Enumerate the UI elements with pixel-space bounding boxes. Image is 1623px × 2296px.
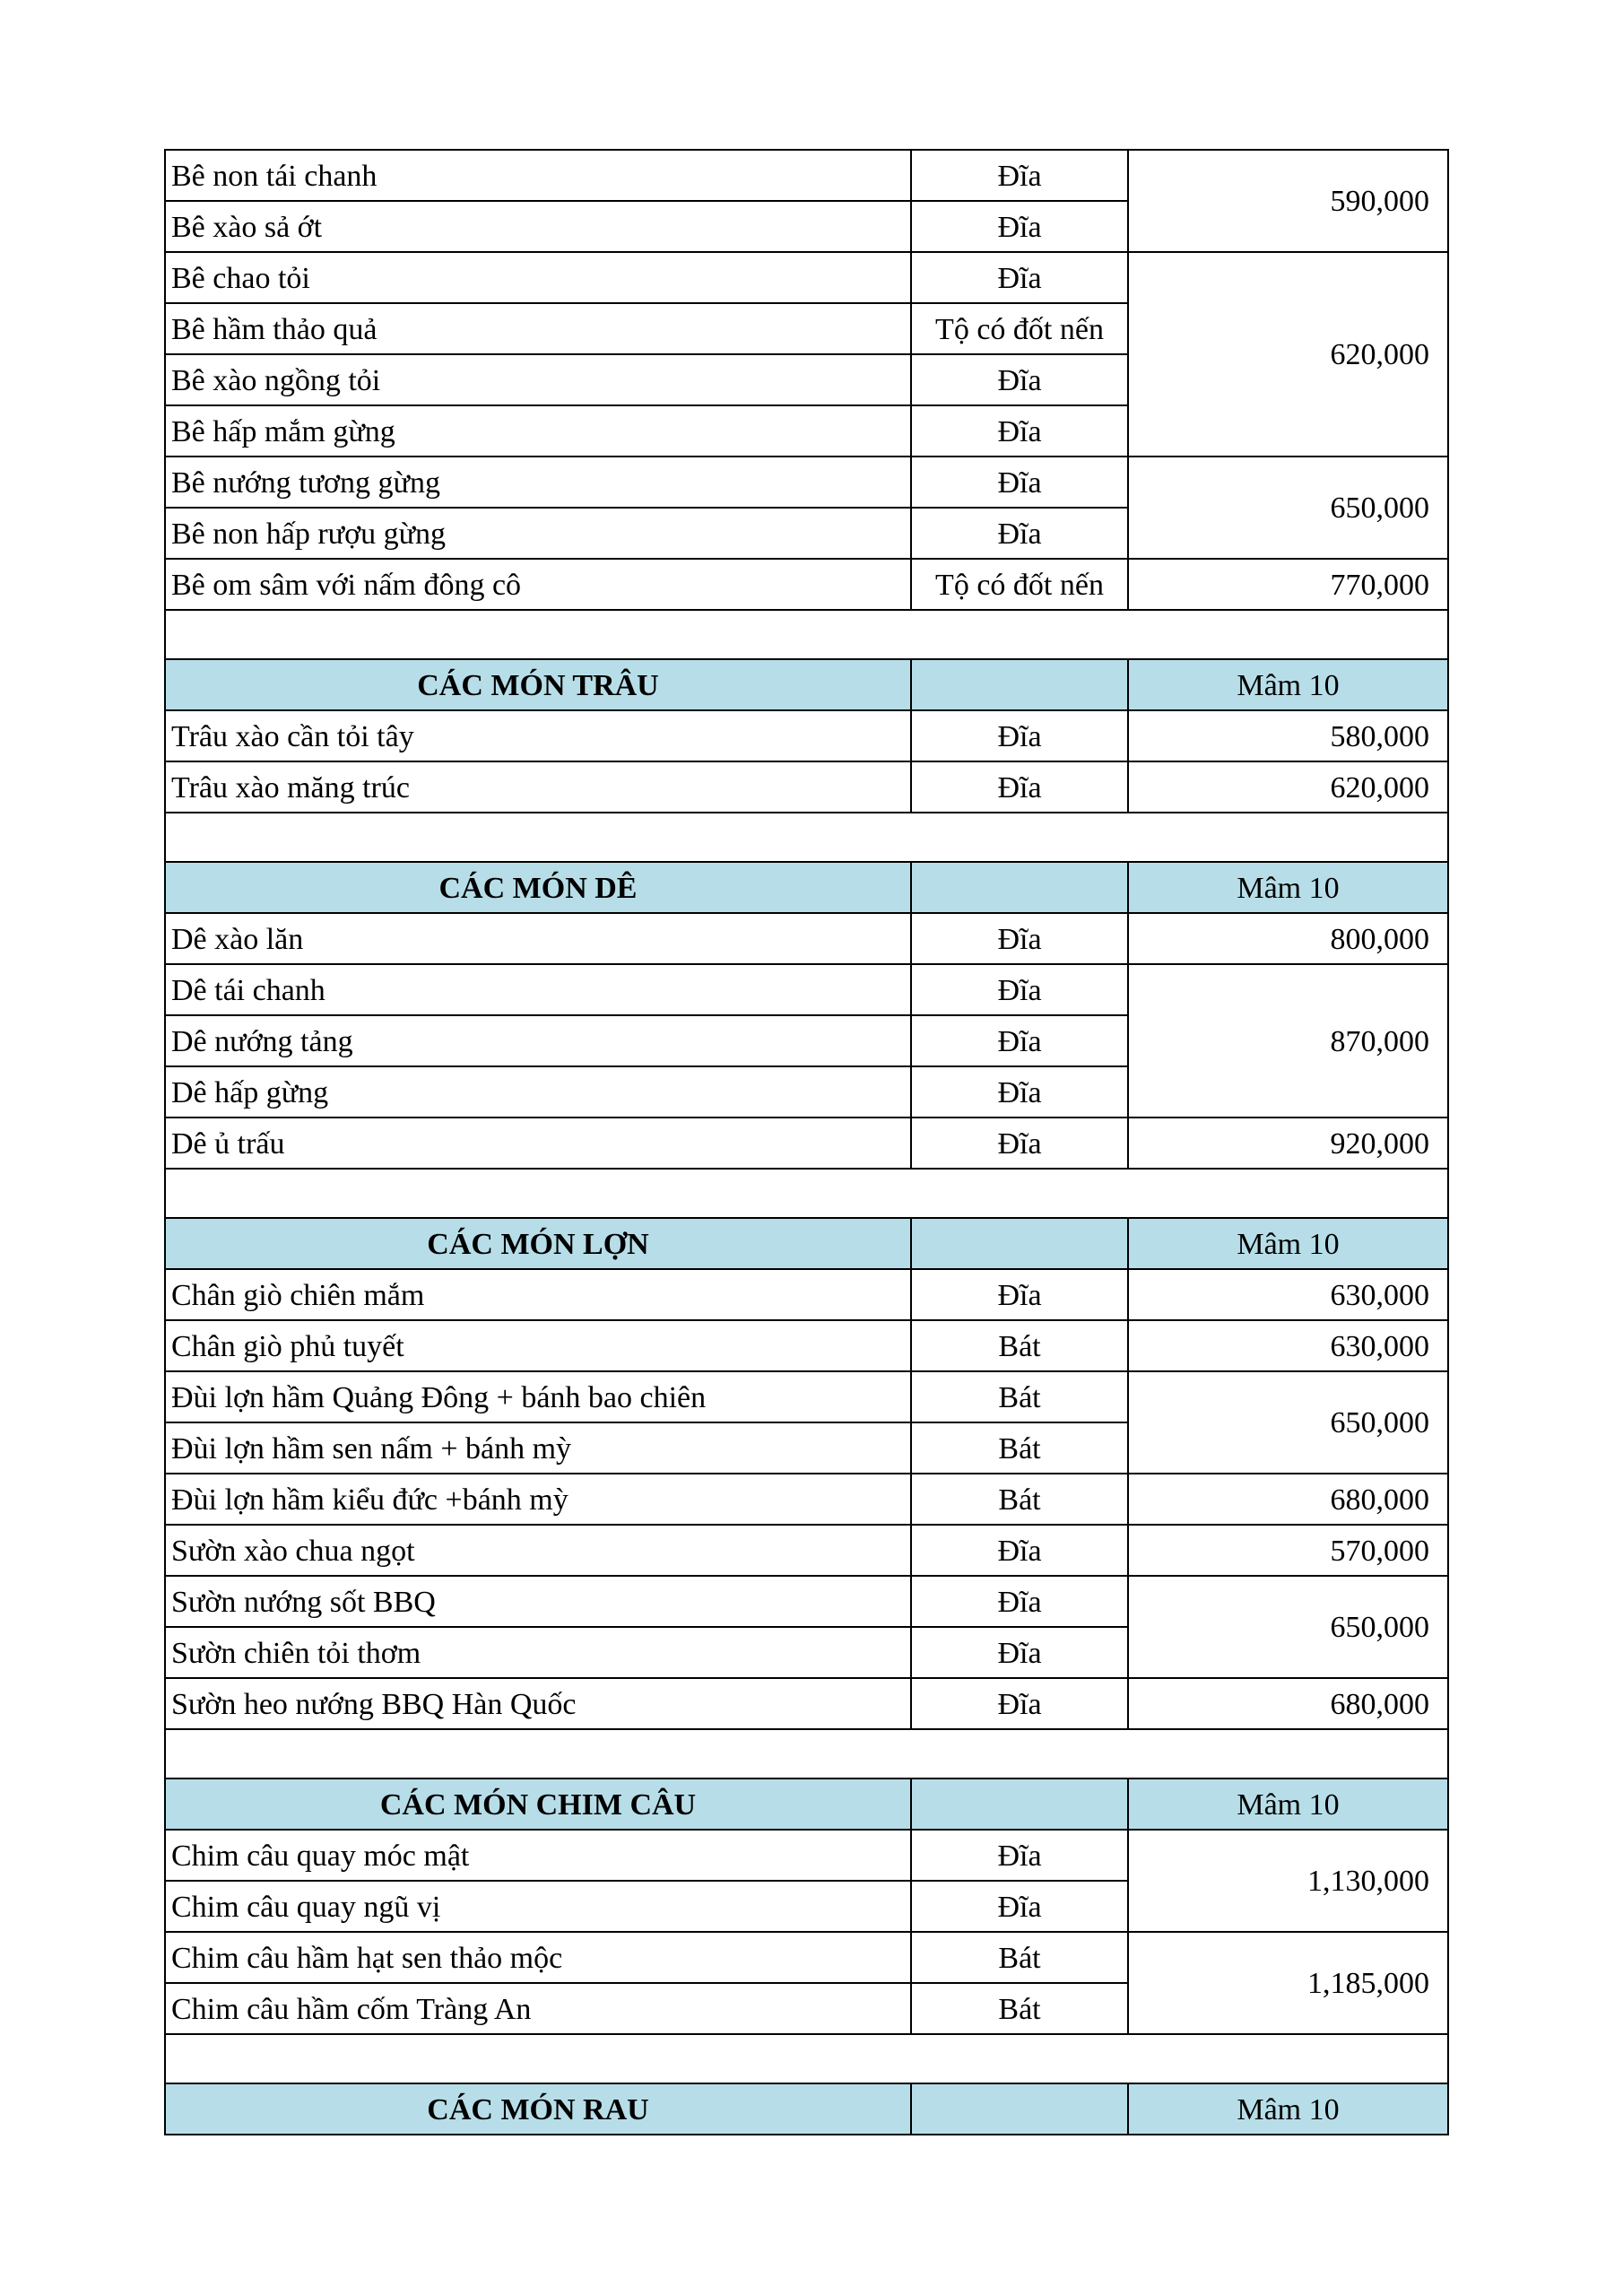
dish-unit: Tộ có đốt nến	[911, 559, 1128, 610]
dish-name: Đùi lợn hầm Quảng Đông + bánh bao chiên	[165, 1371, 911, 1422]
dish-price: 1,130,000	[1128, 1830, 1448, 1932]
blank-row	[165, 1729, 1448, 1779]
dish-price: 580,000	[1128, 710, 1448, 761]
dish-unit: Đĩa	[911, 1576, 1128, 1627]
dish-row	[165, 150, 1448, 201]
dish-name: Chân giò phủ tuyết	[165, 1320, 911, 1371]
dish-price: 590,000	[1128, 150, 1448, 252]
section-header-row	[165, 1218, 1448, 1269]
dish-unit: Đĩa	[911, 457, 1128, 508]
dish-name: Chim câu quay ngũ vị	[165, 1881, 911, 1932]
dish-name: Đùi lợn hầm kiểu đức +bánh mỳ	[165, 1474, 911, 1525]
dish-row	[165, 1576, 1448, 1627]
dish-unit: Đĩa	[911, 761, 1128, 813]
dish-name: Chim câu hầm hạt sen thảo mộc	[165, 1932, 911, 1983]
dish-name: Bê hấp mắm gừng	[165, 405, 911, 457]
section-header-title: CÁC MÓN TRÂU	[165, 659, 911, 710]
section-header-price-label: Mâm 10	[1128, 659, 1448, 710]
menu-table	[164, 149, 1449, 2135]
dish-name: Bê hầm thảo quả	[165, 303, 911, 354]
dish-unit: Đĩa	[911, 1678, 1128, 1729]
dish-name: Bê om sâm với nấm đông cô	[165, 559, 911, 610]
dish-name: Chim câu quay móc mật	[165, 1830, 911, 1881]
blank-cell	[165, 610, 1448, 659]
dish-row	[165, 457, 1448, 508]
dish-row	[165, 1525, 1448, 1576]
dish-price: 650,000	[1128, 457, 1448, 559]
dish-price: 800,000	[1128, 913, 1448, 964]
section-header-title: CÁC MÓN LỢN	[165, 1218, 911, 1269]
section-header-title: CÁC MÓN CHIM CÂU	[165, 1779, 911, 1830]
dish-unit: Bát	[911, 1422, 1128, 1474]
dish-unit: Bát	[911, 1474, 1128, 1525]
dish-name: Đùi lợn hầm sen nấm + bánh mỳ	[165, 1422, 911, 1474]
dish-price: 650,000	[1128, 1371, 1448, 1474]
dish-row	[165, 1678, 1448, 1729]
dish-row	[165, 964, 1448, 1015]
dish-price: 680,000	[1128, 1474, 1448, 1525]
dish-unit: Đĩa	[911, 964, 1128, 1015]
dish-price: 570,000	[1128, 1525, 1448, 1576]
dish-row	[165, 1371, 1448, 1422]
dish-price: 920,000	[1128, 1118, 1448, 1169]
dish-price: 630,000	[1128, 1320, 1448, 1371]
section-header-price-label: Mâm 10	[1128, 1779, 1448, 1830]
dish-name: Bê chao tỏi	[165, 252, 911, 303]
dish-price: 630,000	[1128, 1269, 1448, 1320]
dish-name: Bê xào sả ớt	[165, 201, 911, 252]
dish-unit: Tộ có đốt nến	[911, 303, 1128, 354]
dish-unit: Đĩa	[911, 354, 1128, 405]
dish-name: Chim câu hầm cốm Tràng An	[165, 1983, 911, 2034]
section-header-price-label: Mâm 10	[1128, 2083, 1448, 2135]
section-header-unit-cell	[911, 659, 1128, 710]
dish-name: Bê non hấp rượu gừng	[165, 508, 911, 559]
blank-cell	[165, 1169, 1448, 1218]
dish-unit: Đĩa	[911, 508, 1128, 559]
dish-unit: Đĩa	[911, 405, 1128, 457]
dish-unit: Đĩa	[911, 201, 1128, 252]
section-header-title: CÁC MÓN DÊ	[165, 862, 911, 913]
dish-unit: Bát	[911, 1932, 1128, 1983]
dish-unit: Đĩa	[911, 1066, 1128, 1118]
dish-name: Dê hấp gừng	[165, 1066, 911, 1118]
dish-price: 680,000	[1128, 1678, 1448, 1729]
menu-table-body	[165, 150, 1448, 2135]
dish-name: Dê ủ trấu	[165, 1118, 911, 1169]
dish-name: Bê non tái chanh	[165, 150, 911, 201]
dish-row	[165, 559, 1448, 610]
section-header-unit-cell	[911, 2083, 1128, 2135]
blank-cell	[165, 813, 1448, 862]
dish-name: Dê nướng tảng	[165, 1015, 911, 1066]
dish-unit: Bát	[911, 1320, 1128, 1371]
dish-row	[165, 1474, 1448, 1525]
dish-unit: Đĩa	[911, 1269, 1128, 1320]
dish-unit: Đĩa	[911, 1881, 1128, 1932]
section-header-row	[165, 1779, 1448, 1830]
dish-price: 870,000	[1128, 964, 1448, 1118]
dish-name: Chân giò chiên mắm	[165, 1269, 911, 1320]
dish-row	[165, 1830, 1448, 1881]
dish-name: Sườn chiên tỏi thơm	[165, 1627, 911, 1678]
dish-unit: Bát	[911, 1983, 1128, 2034]
section-header-unit-cell	[911, 1218, 1128, 1269]
dish-name: Trâu xào măng trúc	[165, 761, 911, 813]
dish-unit: Đĩa	[911, 252, 1128, 303]
dish-row	[165, 1269, 1448, 1320]
blank-row	[165, 1169, 1448, 1218]
section-header-row	[165, 862, 1448, 913]
dish-name: Sườn heo nướng BBQ Hàn Quốc	[165, 1678, 911, 1729]
blank-row	[165, 2034, 1448, 2083]
dish-row	[165, 252, 1448, 303]
dish-row	[165, 1320, 1448, 1371]
dish-price: 620,000	[1128, 252, 1448, 457]
section-header-unit-cell	[911, 862, 1128, 913]
dish-unit: Đĩa	[911, 710, 1128, 761]
dish-name: Bê nướng tương gừng	[165, 457, 911, 508]
dish-unit: Đĩa	[911, 913, 1128, 964]
dish-row	[165, 1118, 1448, 1169]
dish-row	[165, 761, 1448, 813]
section-header-unit-cell	[911, 1779, 1128, 1830]
dish-name: Dê xào lăn	[165, 913, 911, 964]
dish-unit: Đĩa	[911, 1627, 1128, 1678]
dish-unit: Đĩa	[911, 150, 1128, 201]
dish-name: Dê tái chanh	[165, 964, 911, 1015]
dish-row	[165, 1932, 1448, 1983]
dish-unit: Đĩa	[911, 1015, 1128, 1066]
dish-price: 650,000	[1128, 1576, 1448, 1678]
section-header-row	[165, 659, 1448, 710]
dish-unit: Bát	[911, 1371, 1128, 1422]
blank-cell	[165, 1729, 1448, 1779]
dish-price: 770,000	[1128, 559, 1448, 610]
blank-row	[165, 813, 1448, 862]
section-header-row	[165, 2083, 1448, 2135]
dish-row	[165, 710, 1448, 761]
dish-price: 1,185,000	[1128, 1932, 1448, 2034]
dish-name: Bê xào ngồng tỏi	[165, 354, 911, 405]
section-header-price-label: Mâm 10	[1128, 1218, 1448, 1269]
dish-unit: Đĩa	[911, 1525, 1128, 1576]
dish-name: Trâu xào cần tỏi tây	[165, 710, 911, 761]
dish-unit: Đĩa	[911, 1830, 1128, 1881]
dish-name: Sườn nướng sốt BBQ	[165, 1576, 911, 1627]
blank-row	[165, 610, 1448, 659]
section-header-title: CÁC MÓN RAU	[165, 2083, 911, 2135]
blank-cell	[165, 2034, 1448, 2083]
dish-name: Sườn xào chua ngọt	[165, 1525, 911, 1576]
dish-row	[165, 913, 1448, 964]
section-header-price-label: Mâm 10	[1128, 862, 1448, 913]
dish-price: 620,000	[1128, 761, 1448, 813]
dish-unit: Đĩa	[911, 1118, 1128, 1169]
